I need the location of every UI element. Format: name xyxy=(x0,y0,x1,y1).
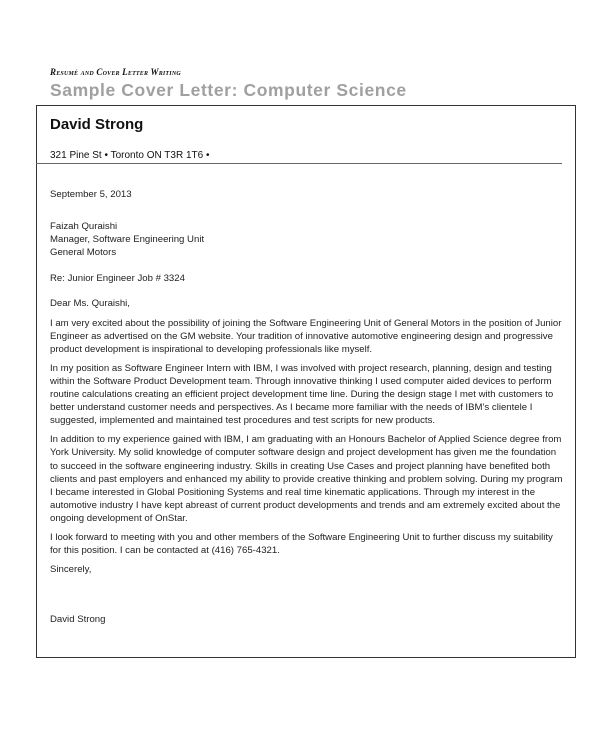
letter-paragraph: I look forward to meeting with you and other members of the Software Engineering Unit to further discuss my suitability for this position. I can be contacted at (416) 765-4321. xyxy=(50,531,553,557)
letter-paragraph: I am very excited about the possibility of joining the Software Engineering Unit of General Motors in the position of Junior Engineer as advertised on the GM website. Your tradition of innovative automotive engineering design and progressive product development is inspirational to developing professionals like myself. xyxy=(50,317,562,355)
letter-paragraph: In my position as Software Engineer Intern with IBM, I was involved with project research, planning, design and testing within the Software Product Development team. Through innovative thinking I used computer aided devices to perform routine calculations creating an efficient project development time line. During the design stage I met with customers to better understand customer needs and perspectives. As I became more familiar with the needs of IBM’s clientele I suggested, implemented and maintained test procedures and test scripts for new products. xyxy=(50,362,554,427)
letter-closing: Sincerely, xyxy=(50,564,92,576)
recipient-company: General Motors xyxy=(50,247,117,259)
letter-body xyxy=(50,188,564,632)
recipient-name: Faizah Quraishi xyxy=(50,221,118,233)
header-divider xyxy=(36,163,562,164)
document-title: Sample Cover Letter: Computer Science xyxy=(50,80,407,100)
letter-signature: David Strong xyxy=(50,614,106,626)
letter-paragraph: In addition to my experience gained with IBM, I am graduating with an Honours Bachelor of Applied Science degree from York University. My solid knowledge of computer software design and project development has given me the foundation to succeed in the software engineering industry. Skills in creating Use Cases and project planning have benefited both clients and past employers and enhanced my ability to provide creative thinking and problem solving. During my program I became interested in Global Positioning Systems and real time kinematic applications. Through my interest in the automotive industry I have kept abreast of current product developments and trends and am extremely excited about the ongoing development of OnStar. xyxy=(50,434,563,524)
letter-subject: Re: Junior Engineer Job # 3324 xyxy=(50,273,185,285)
letter-salutation: Dear Ms. Quraishi, xyxy=(50,298,130,310)
document-series-label: Resumé and Cover Letter Writing xyxy=(50,67,181,77)
recipient-block xyxy=(50,220,564,259)
letter-date: September 5, 2013 xyxy=(50,189,132,200)
recipient-title: Manager, Software Engineering Unit xyxy=(50,234,205,246)
sender-address: 321 Pine St • Toronto ON T3R 1T6 • xyxy=(50,150,210,161)
sender-name: David Strong xyxy=(50,116,144,133)
